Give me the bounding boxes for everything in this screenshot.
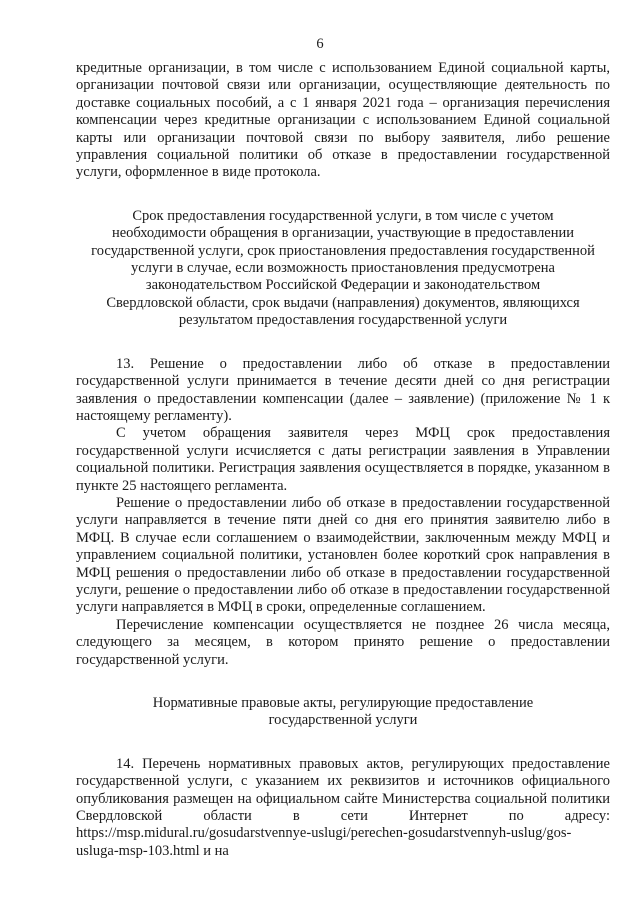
paragraph-13: 13. Решение о предоставлении либо об отказе в предоставлении государственной услуги принимается в течение десяти дней со дня регистрации заявления о предоставлении компенсации (далее – заявление) (приложение № 1 к настоящему регламенту).	[76, 355, 610, 424]
section-acts-body	[76, 756, 610, 860]
paragraph-14: 14. Перечень нормативных правовых актов, регулирующих предоставление государственной услуги, с указанием их реквизитов и источников официального опубликования размещен на официальном сайте Министерства социальной политики Свердловской области в сети Интернет по адресу: https://msp.midural.ru/gosudarstvennye-uslugi/perechen-gosudarstvennyh-uslug/gos-usluga-msp-103.html и на	[76, 755, 610, 859]
heading-line: государственной услуги	[268, 712, 418, 729]
paragraph-payment-term: Перечисление компенсации осуществляется не позднее 26 числа месяца, следующего за месяцем, в котором принято решение о предоставлении государственной услуги.	[76, 616, 610, 668]
spacer	[76, 669, 610, 695]
section-term-heading	[76, 208, 610, 330]
spacer	[76, 182, 610, 208]
heading-line: Срок предоставления государственной услуги, в том числе с учетом	[132, 207, 554, 224]
paragraph-mfc-term: С учетом обращения заявителя через МФЦ срок предоставления государственной услуги исчисляется с даты регистрации заявления в Управлении социальной политики. Регистрация заявления осуществляется в порядке, указанном в пункте 25 настоящего регламента.	[76, 425, 610, 494]
heading-line: государственной услуги, срок приостановления предоставления государственной	[91, 242, 595, 259]
spacer	[76, 330, 610, 356]
heading-line: Свердловской области, срок выдачи (направления) документов, являющихся	[106, 294, 580, 311]
section-term-body	[76, 356, 610, 669]
heading-line: результатом предоставления государственной услуги	[178, 312, 508, 329]
paragraph-decision-delivery: Решение о предоставлении либо об отказе в предоставлении государственной услуги направляется в течение пяти дней со дня его принятия заявителю либо в МФЦ. В случае если соглашением о взаимодействии, заключенным между МФЦ и управлением социальной политики, установлен более короткий срок направления в МФЦ решения о предоставлении либо об отказе в предоставлении государственной услуги, решение о предоставлении либо об отказе в предоставлении государственной услуги направляется в МФЦ в сроки, определенные соглашением.	[76, 494, 610, 616]
heading-line: необходимости обращения в организации, участвующие в предоставлении	[111, 225, 575, 242]
page-number: 6	[316, 36, 324, 52]
heading-line: законодательством Российской Федерации и законодательством	[145, 277, 541, 294]
spacer	[76, 730, 610, 756]
heading-line: услуги в случае, если возможность приостановления предусмотрена	[130, 260, 555, 277]
heading-line: Нормативные правовые акты, регулирующие предоставление	[152, 695, 534, 711]
section-acts-heading	[76, 695, 610, 730]
intro-paragraph: кредитные организации, в том числе с использованием Единой социальной карты, организации почтовой связи или организации, осуществляющие деятельность по доставке социальных пособий, а с 1 января 2021 года – организация перечисления компенсации через кредитные организации с использованием Единой социальной карты или организации почтовой связи по выбору заявителя, либо решение управления социальной политики об отказе в предоставлении государственной услуги, оформленное в виде протокола.	[76, 60, 610, 181]
page-content	[76, 60, 610, 860]
